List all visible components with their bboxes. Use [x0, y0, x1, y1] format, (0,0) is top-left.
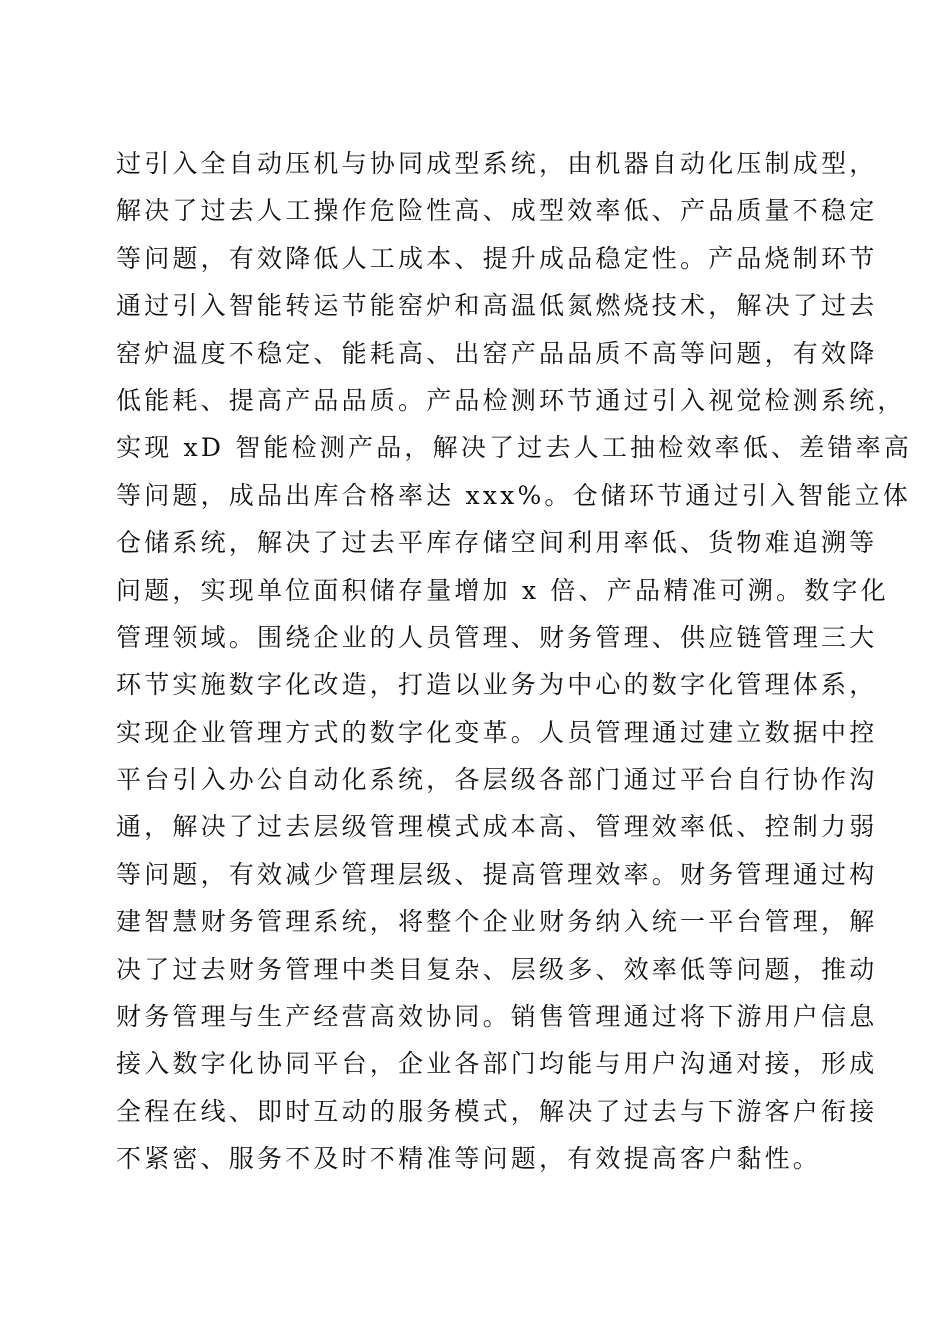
paragraph-line: 不紧密、服务不及时不精准等问题，有效提高客户黏性。: [116, 1144, 822, 1174]
paragraph-line: 低能耗、提高产品品质。产品检测环节通过引入视觉检测系统，: [116, 385, 906, 415]
paragraph-line: 等问题，有效减少管理层级、提高管理效率。财务管理通过构: [116, 859, 878, 889]
paragraph-line: 窑炉温度不稳定、能耗高、出窑产品品质不高等问题，有效降: [116, 338, 878, 368]
paragraph-line: 接入数字化协同平台，企业各部门均能与用户沟通对接，形成: [116, 1049, 878, 1079]
paragraph-line: 等问题，成品出库合格率达 xxx%。仓储环节通过引入智能立体: [116, 480, 912, 510]
paragraph-line: 过引入全自动压机与协同成型系统，由机器自动化压制成型，: [116, 149, 878, 178]
paragraph-line: 仓储系统，解决了过去平库存储空间利用率低、货物难追溯等: [116, 528, 878, 558]
paragraph-line: 决了过去财务管理中类目复杂、层级多、效率低等问题，推动: [116, 954, 878, 984]
paragraph-line: 建智慧财务管理系统，将整个企业财务纳入统一平台管理，解: [116, 907, 878, 937]
paragraph-line: 通过引入智能转运节能窑炉和高温低氮燃烧技术，解决了过去: [116, 291, 878, 321]
paragraph-line: 等问题，有效降低人工成本、提升成品稳定性。产品烧制环节: [116, 243, 878, 273]
paragraph-line: 环节实施数字化改造，打造以业务为中心的数字化管理体系，: [116, 670, 878, 700]
paragraph-line: 通，解决了过去层级管理模式成本高、管理效率低、控制力弱: [116, 812, 878, 842]
paragraph-line: 平台引入办公自动化系统，各层级各部门通过平台自行协作沟: [116, 765, 878, 795]
paragraph-line: 实现企业管理方式的数字化变革。人员管理通过建立数据中控: [116, 717, 878, 747]
paragraph-line: 问题，实现单位面积储存量增加 x 倍、产品精准可溯。数字化: [116, 575, 889, 605]
paragraph-line: 全程在线、即时互动的服务模式，解决了过去与下游客户衔接: [116, 1096, 878, 1126]
paragraph-line: 财务管理与生产经营高效协同。销售管理通过将下游用户信息: [116, 1002, 878, 1032]
body-paragraph: [116, 140, 913, 1183]
paragraph-line: 管理领域。围绕企业的人员管理、财务管理、供应链管理三大: [116, 622, 878, 652]
paragraph-line: 实现 xD 智能检测产品，解决了过去人工抽检效率低、差错率高: [116, 433, 913, 463]
paragraph-line: 解决了过去人工操作危险性高、成型效率低、产品质量不稳定: [116, 196, 878, 226]
